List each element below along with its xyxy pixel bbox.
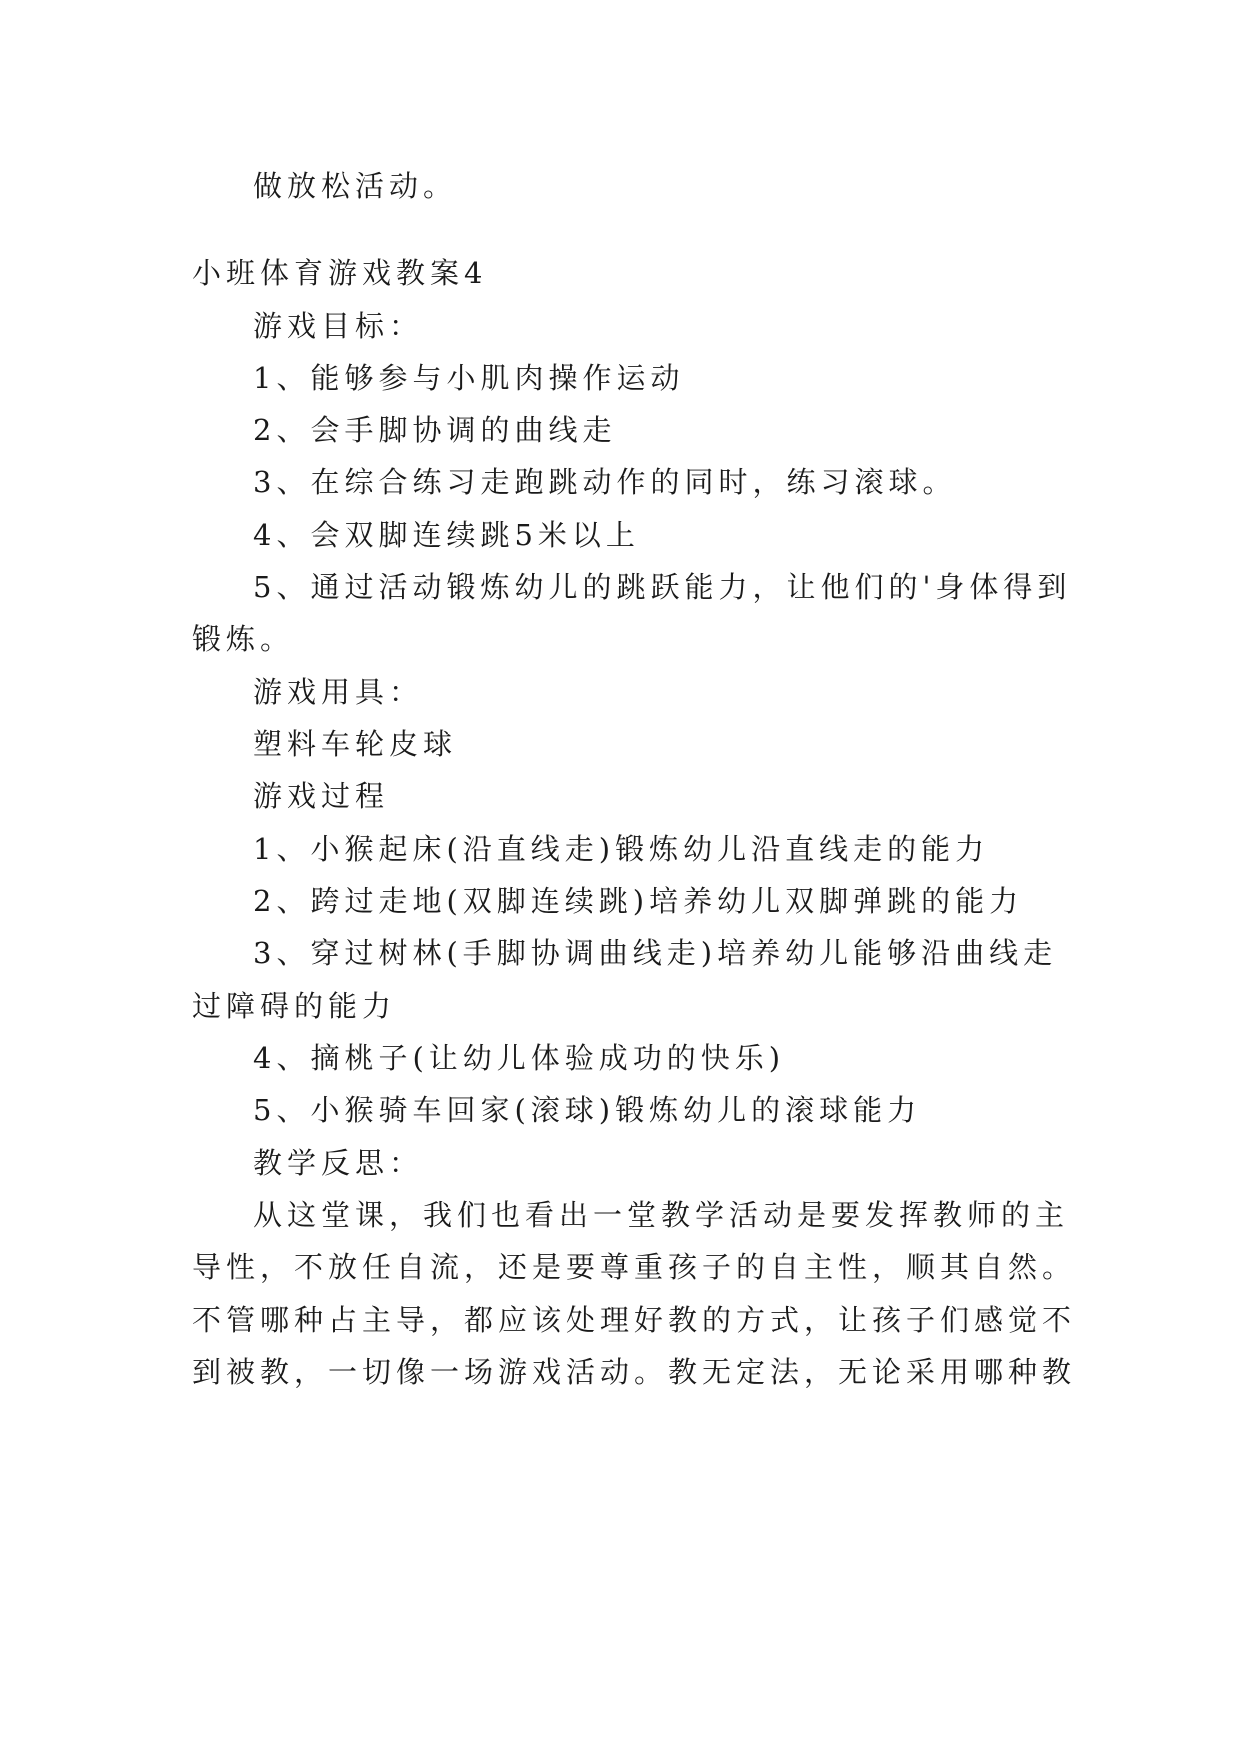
heading-game-tools: 游戏用具： [253,675,424,709]
paragraph-line: 塑料车轮皮球 [253,727,458,761]
paragraph-line: 从这堂课，我们也看出一堂教学活动是要发挥教师的主 [253,1198,1070,1232]
list-item: 3、在综合练习走跑跳动作的同时，练习滚球。 [253,465,957,499]
list-item: 4、摘桃子(让幼儿体验成功的快乐) [253,1041,786,1075]
list-item: 4、会双脚连续跳5米以上 [253,518,640,552]
list-item-continuation: 过障碍的能力 [192,989,397,1023]
list-item: 5、通过活动锻炼幼儿的跳跃能力，让他们的'身体得到 [253,570,1072,604]
list-item: 5、小猴骑车回家(滚球)锻炼幼儿的滚球能力 [253,1093,922,1127]
list-item: 2、跨过走地(双脚连续跳)培养幼儿双脚弹跳的能力 [253,884,1024,918]
paragraph-line: 做放松活动。 [253,169,458,203]
heading-game-goals: 游戏目标： [253,309,424,343]
list-item-continuation: 锻炼。 [192,622,295,656]
list-item: 1、能够参与小肌肉操作运动 [253,361,685,395]
list-item: 1、小猴起床(沿直线走)锻炼幼儿沿直线走的能力 [253,832,990,866]
section-title: 小班体育游戏教案4 [192,256,488,290]
list-item: 3、穿过树林(手脚协调曲线走)培养幼儿能够沿曲线走 [253,936,1058,970]
paragraph-line: 不管哪种占主导，都应该处理好教的方式，让孩子们感觉不 [192,1303,1077,1337]
list-item: 2、会手脚协调的曲线走 [253,413,617,447]
paragraph-line: 到被教，一切像一场游戏活动。教无定法，无论采用哪种教 [192,1355,1077,1389]
heading-reflection: 教学反思： [253,1146,424,1180]
heading-game-process: 游戏过程 [253,779,390,813]
paragraph-line: 导性，不放任自流，还是要尊重孩子的自主性，顺其自然。 [192,1250,1077,1284]
